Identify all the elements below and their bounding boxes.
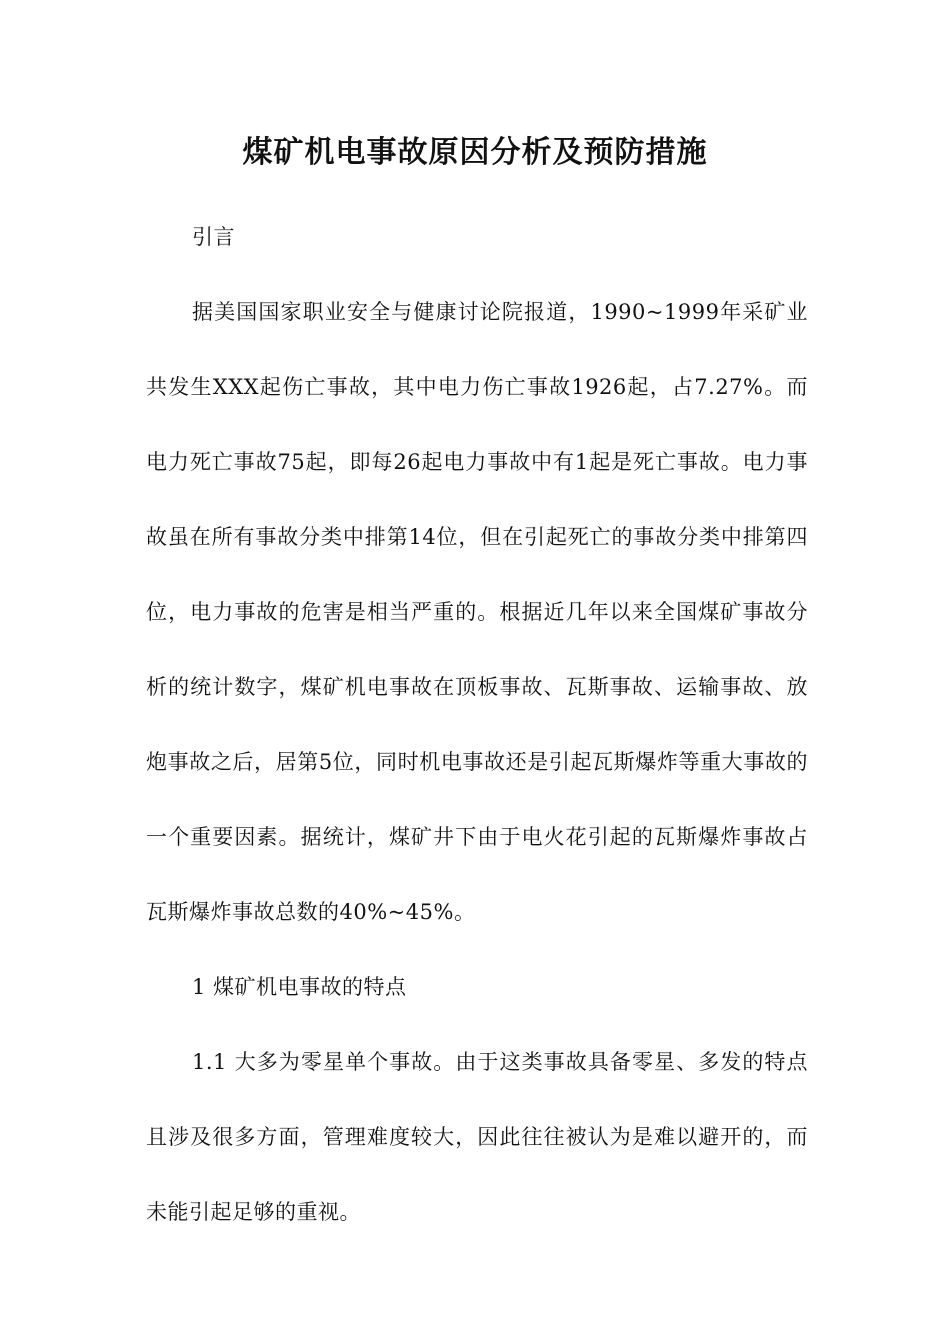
paragraph-statistics: 据美国国家职业安全与健康讨论院报道，1990~1999年采矿业共发生XXX起伤亡事故，其中电力伤亡事故1926起，占7.27%。而电力死亡事故75起，即每26起电力事故中有1起是死亡事故。电力事故虽在所有事故分类中排第14位，但在引起死亡的事故分类中排第四位，电力事故的危害是相当严重的。根据近几年以来全国煤矿事故分析的统计数字，煤矿机电事故在顶板事故、瓦斯事故、运输事故、放炮事故之后，居第5位，同时机电事故还是引起瓦斯爆炸等重大事故的一个重要因素。据统计，煤矿井下由于电火花引起的瓦斯爆炸事故占瓦斯爆炸事故总数的40%~45%。: [146, 300, 808, 924]
heading-introduction: 引言: [192, 225, 235, 249]
paragraph-1-1: 1.1 大多为零星单个事故。由于这类事故具备零星、多发的特点且涉及很多方面，管理难度较大，因此往往被认为是难以避开的，而未能引起足够的重视。: [146, 1050, 808, 1224]
document-body: [146, 200, 808, 1250]
document-title: 煤矿机电事故原因分析及预防措施: [242, 135, 708, 170]
section-heading-1: 1 煤矿机电事故的特点: [192, 975, 407, 999]
